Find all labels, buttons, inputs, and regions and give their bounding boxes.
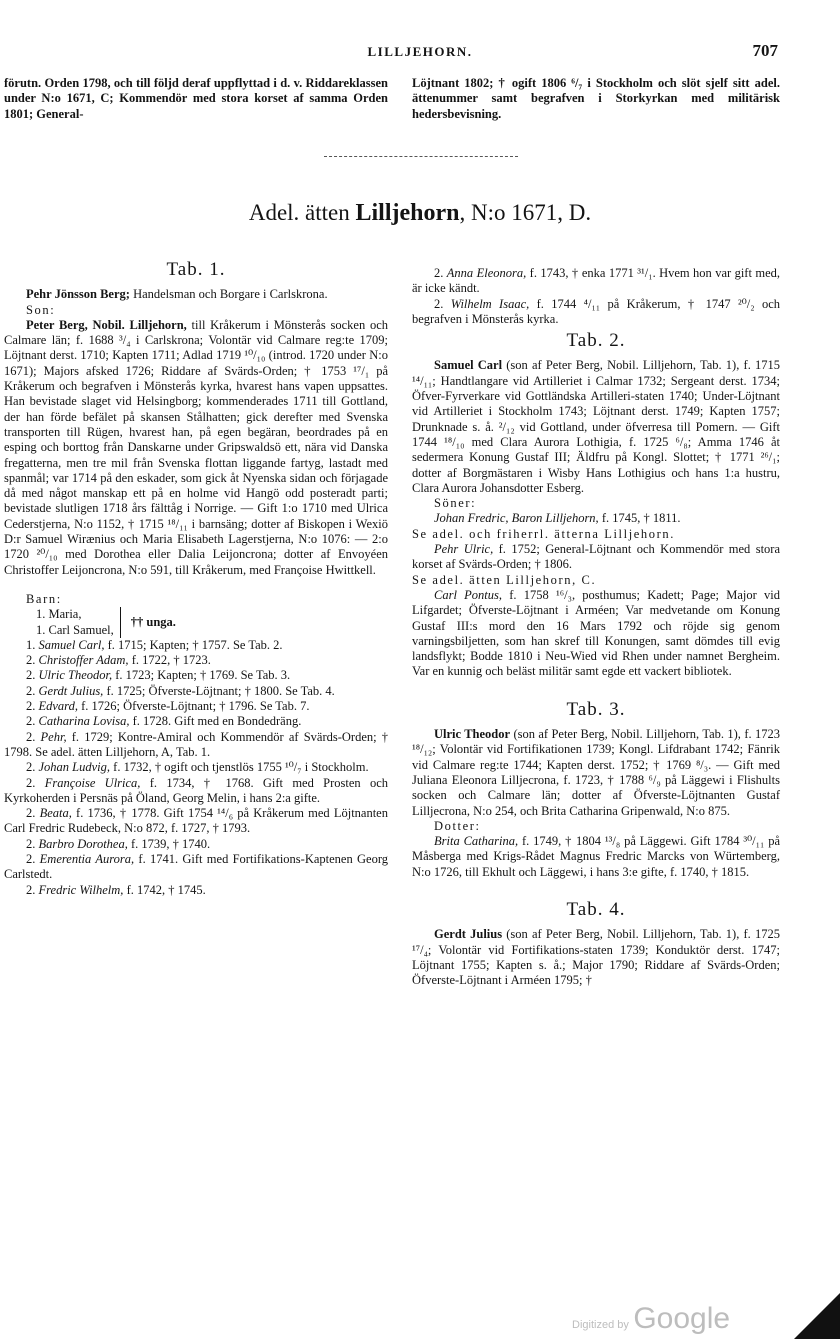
child-entry (4, 776, 388, 807)
running-head-title: LILLJEHORN. (367, 44, 473, 59)
child-entry (4, 760, 388, 775)
son-reference: Se adel. och friherrl. ätterna Lilljehorn. (412, 526, 675, 541)
child-num: 2. (26, 699, 36, 714)
child-name: Christoffer Adam, (38, 653, 129, 668)
child-name: Johan Ludvig, (38, 760, 111, 775)
child-text: f. 1736, † 1778. Gift 1754 ¹⁴/₆ på Kråkerum med Löjtnanten Carl Fredric Rudebeck, N:o 872, f. 1727, † 1793. (4, 806, 388, 836)
founder-entry (4, 287, 388, 302)
child-entry (412, 266, 780, 297)
child-name: Samuel Carl, (38, 637, 105, 652)
tab-3-name: Ulric Theodor (434, 727, 511, 742)
child-name: Ulric Theodor, (38, 668, 113, 683)
child-text: f. 1728. Gift med en Bondedräng. (129, 714, 302, 729)
child-entry (412, 297, 780, 328)
child-text: f. 1741. Gift med Fortifikations-Kaptenen Georg Carlstedt. (4, 851, 389, 882)
son-name: Peter Berg, Nobil. Lilljehorn, (26, 317, 187, 332)
child-name: Anna Eleonora, (446, 266, 527, 280)
child-name: Emerentia Aurora, (39, 851, 135, 866)
son-name: Carl Pontus, (434, 587, 503, 602)
children-label: Barn: (26, 591, 62, 606)
child-num: 1. (26, 637, 36, 652)
child-entry (4, 668, 388, 683)
child-num: 2. (26, 851, 36, 866)
twins-group (4, 607, 388, 638)
child-text: f. 1739, † 1740. (127, 836, 211, 851)
tab-3-entry (412, 727, 780, 819)
carryover-right-text: Löjtnant 1802; † ogift 1806 ⁶/₇ i Stockholm och slöt sjelf sitt adel. ättenummer samt begrafven i Storkyrkan med militärisk hedersbevisning. (412, 76, 780, 121)
child-num: 2. (26, 760, 36, 775)
child-num: 2. (26, 683, 36, 698)
child-entry (4, 653, 388, 668)
child-text: f. 1743, † enka 1771 ³¹/₁. Hvem hon var gift med, är icke kändt. (412, 266, 780, 296)
family-heading (0, 200, 840, 227)
child-num: 2. (26, 668, 36, 683)
tab-4-entry (412, 927, 780, 988)
twins-names (36, 607, 121, 638)
section-divider (324, 156, 518, 157)
child-entry (4, 883, 388, 898)
running-head (0, 41, 840, 68)
child-text: f. 1715; Kapten; † 1757. Se Tab. 2. (104, 637, 283, 652)
daughter-text: f. 1749, † 1804 ¹³/₈ på Läggewi. Gift 1784 ³⁰/₁₁ på Måsberga med Krigs-Rådet Magnus Fredric Marcks von Würtemberg, N:o 1726, till Ekhult och Läggewi, i hans 3:e gifte, f. 1740, † 1815. (412, 834, 780, 879)
tab-4-name: Gerdt Julius (434, 927, 503, 942)
child-text: f. 1732, † ogift och tjenstlös 1755 ¹⁰/₇ i Stockholm. (110, 760, 369, 775)
tab-1-heading: Tab. 1. (166, 259, 226, 280)
child-name: Edvard, (38, 699, 78, 714)
spacer (4, 578, 388, 592)
tab-3-daughter (412, 834, 780, 880)
child-entry (4, 806, 388, 837)
child-num: 2. (26, 775, 36, 790)
tab-4-text: (son af Peter Berg, Nobil. Lilljehorn, Tab. 1), f. 1725 ¹⁷/₄; Volontär vid Fortifikations-staten 1739; Konduktör derst. 1747; Löjtnant 1755; Kapten s. å.; Major 1790; Riddare af Svärds-Orden; Öfverste-Löjtnant i Arméen 1795; † (412, 927, 780, 988)
page-number: 707 (752, 41, 778, 60)
twin-name: 1. Maria, (36, 607, 82, 622)
twin-name: 1. Carl Samuel, (36, 622, 114, 637)
son-entry (4, 318, 388, 578)
right-column (412, 266, 780, 988)
son-text: f. 1745, † 1811. (598, 511, 681, 526)
founder-text: Handelsman och Borgare i Carlskrona. (129, 287, 328, 302)
child-name: Françoise Ulrica, (44, 775, 141, 790)
carryover-left (4, 76, 388, 122)
child-name: Wilhelm Isaac, (450, 296, 530, 311)
child-entry (4, 638, 388, 653)
child-name: Pehr, (40, 729, 67, 744)
son-label: Son: (26, 302, 56, 317)
tab-2-text: (son af Peter Berg, Nobil. Lilljehorn, Tab. 1), f. 1715 ¹⁴/₁₁; Handtlangare vid Artilleriet i Calmar 1732; Sergeant derst. 1734; Öfver-Fyrverkare vid Gottländska Artilleri-staten 1740; Under-Löjtnant vid Artilleriet i Stockholm 1743; Löjtnant derst. 1749; Kapten 1757; Drunknade s. å. ²/₁₂ vid Gottland, under öfverresa till Pomern. — Gift 1744 ¹⁸/₁₀ med Clara Aurora Lothigia, f. 1725 ⁶/₈; Amma 1746 åt sedermera Konung Gustaf III; Äldfru på Kongl. Slottet; † 1771 ²⁶/₁; dotter af Borgmästaren i Wisby Hans Lothigius och hans 1:a hustru, Clara Aurora Johansdotter Esberg. (412, 358, 780, 495)
child-num: 2. (26, 882, 36, 897)
tab-4-heading: Tab. 4. (566, 898, 626, 920)
carryover-right (412, 76, 780, 122)
google-watermark (572, 1302, 730, 1336)
son-text: till Kråkerum i Mönsterås socken och Calmare län; f. 1688 ³/₄ i Carlskrona; Volontär vid Calmare reg:te 1709; Löjtnant derst. 1710; Kapten 1711; Adlad 1719 ¹⁰/₁₀ (introd. 1720 under N:o 1671); Majors afsked 1726; Riddare af Svärds-Orden; † 1753 ¹⁷/₁ på Kråkerum och begrafven i Mönsterås kyrka, hvarest hans vapen uppsattes. Han bevistade slaget vid Helsingborg; kommenderades 1711 till Gottland, der han förde befälet på skansen Stålhatten; gick derefter med Svenska transporten till Rügen, hvarest han, på egen begäran, beordrades på en esping och borttog från Danskarne under Gripswaldsö ett, nära vid Danska fregatterna, men tre mil från Svenska flottan liggande fartyg, lastadt med spanmål; var 1714 på den eskader, som gick åt Nyenska sidan och förjagade då med något manskap ett på en holme vid Hangö odd posteradt parti; bevistade slutligen 1718 års fälttåg i Norrige. — Gift 1:o 1710 med Ulrica Cederstjerna, N:o 1152, † 1715 ¹⁸/₁₁ i barnsäng; dotter af Biskopen i Wexiö D:r Samuel Wirænius och Maria Elisabeth Lagerstjerna, N:o 1076: — 2:o 1720 ²⁰/₁₀ med Dorothea eller Dalia Leijoncrona; dotter af Envoyéen Christoffer Leijoncrona, N:o 591, till Kråkerum, med Françoise Hwittkell. (4, 317, 389, 577)
child-text: f. 1723; Kapten; † 1769. Se Tab. 3. (112, 668, 291, 683)
tab-2-entry (412, 358, 780, 496)
child-text: f. 1729; Kontre-Amiral och Kommendör af Svärds-Orden; † 1798. Se adel. ätten Lilljehorn, A, Tab. 1. (4, 729, 389, 759)
family-heading-suffix: , N:o 1671, D. (459, 200, 592, 225)
sons-label: Söner: (434, 496, 477, 511)
child-num: 2. (434, 266, 444, 280)
child-text: f. 1744 ⁴/₁₁ på Kråkerum, † 1747 ²⁰/₂ och begrafven i Mönsterås kyrka. (412, 296, 780, 326)
child-text: f. 1734, † 1768. Gift med Prosten och Kyrkoherden i Persnäs på Öland, Georg Melin, i hans 2:a gifte. (4, 775, 389, 805)
child-num: 2. (26, 836, 36, 851)
tab-2-name: Samuel Carl (434, 358, 503, 373)
child-entry (4, 684, 388, 699)
founder-name: Pehr Jönsson Berg; (26, 287, 130, 302)
child-name: Catharina Lovisa, (38, 714, 130, 729)
child-name: Beata, (39, 806, 72, 821)
son-reference: Se adel. ätten Lilljehorn, C. (412, 572, 597, 587)
son-name: Pehr Ulric, (434, 542, 494, 557)
child-entry (4, 714, 388, 729)
child-text: f. 1742, † 1745. (123, 882, 206, 897)
tab-2-son (412, 511, 780, 526)
child-num: 2. (434, 296, 444, 311)
tab-2-heading: Tab. 2. (566, 330, 626, 352)
child-entry (4, 837, 388, 852)
child-text: f. 1726; Öfverste-Löjtnant; † 1796. Se Tab. 7. (77, 699, 310, 714)
daughter-name: Brita Catharina, (434, 834, 519, 849)
child-entry (4, 699, 388, 714)
left-column (4, 259, 389, 898)
twins-note: †† unga. (130, 614, 176, 629)
child-num: 2. (26, 806, 36, 821)
child-num: 2. (26, 729, 36, 744)
tab-3-heading: Tab. 3. (566, 698, 626, 720)
family-heading-name: Lilljehorn (355, 200, 460, 226)
child-text: f. 1725; Öfverste-Löjtnant; † 1800. Se Tab. 4. (103, 683, 335, 698)
child-name: Gerdt Julius, (38, 683, 104, 698)
child-entry (4, 730, 388, 761)
family-heading-prefix: Adel. ätten (248, 200, 356, 225)
child-num: 2. (26, 714, 36, 729)
child-num: 2. (26, 653, 36, 668)
watermark-small-text: Digitized by (572, 1319, 629, 1331)
son-name: Johan Fredric, Baron Lilljehorn, (434, 511, 599, 526)
son-text: f. 1752; General-Löjtnant och Kommendör med stora korset af Svärds-Orden; † 1806. (412, 542, 781, 572)
watermark-logo-text: Google (633, 1302, 731, 1335)
tab-3-text: (son af Peter Berg, Nobil. Lilljehorn, Tab. 1), f. 1723 ¹⁸/₁₂; Volontär vid Fortifikationen 1739; Kongl. Lifdrabant 1742; Fänrik vid Calmare reg:te 1744; Kapten derst. 1752; † 1769 ⁸/₃. — Gift med Juliana Eleonora Lilljecrona, f. 1723, † 1788 ⁶/₉ på Läggewi i Flishults socken och Calmare län; dotter af Öfverste-Löjtnanten Gustaf Lilljecrona, N:o 254, och Brita Catharina Gripenwald, N:o 875. (412, 727, 780, 818)
child-name: Fredric Wilhelm, (38, 882, 124, 897)
carryover-left-text: förutn. Orden 1798, och till följd deraf uppflyttad i d. v. Riddareklassen under N:o 1671, C; Kommendör med stora korset af samma Orden 1801; General- (4, 76, 388, 121)
page-corner (794, 1293, 840, 1339)
tab-2-son (412, 588, 780, 680)
child-entry (4, 852, 388, 883)
daughter-label: Dotter: (434, 818, 481, 833)
tab-2-son (412, 542, 780, 573)
child-text: f. 1722, † 1723. (128, 653, 211, 668)
child-name: Barbro Dorothea, (38, 836, 128, 851)
son-text: f. 1758 ¹⁶/₃, posthumus; Kadett; Page; Major vid Lifgardet; Öfverste-Löjtnant i Arméen; Var medvetande om Konung Gustaf III:s mord den 16 Mars 1792 och röjde sig genom varningsbiljetten, som han skref till Konungen, samt dömdes till evig landsflykt; Bodde 1810 i Neu-Wied vid Rhen under namnet Bergheim. Var en kunnig och beläst militär samt egde ett vackert bibliotek. (412, 587, 780, 679)
